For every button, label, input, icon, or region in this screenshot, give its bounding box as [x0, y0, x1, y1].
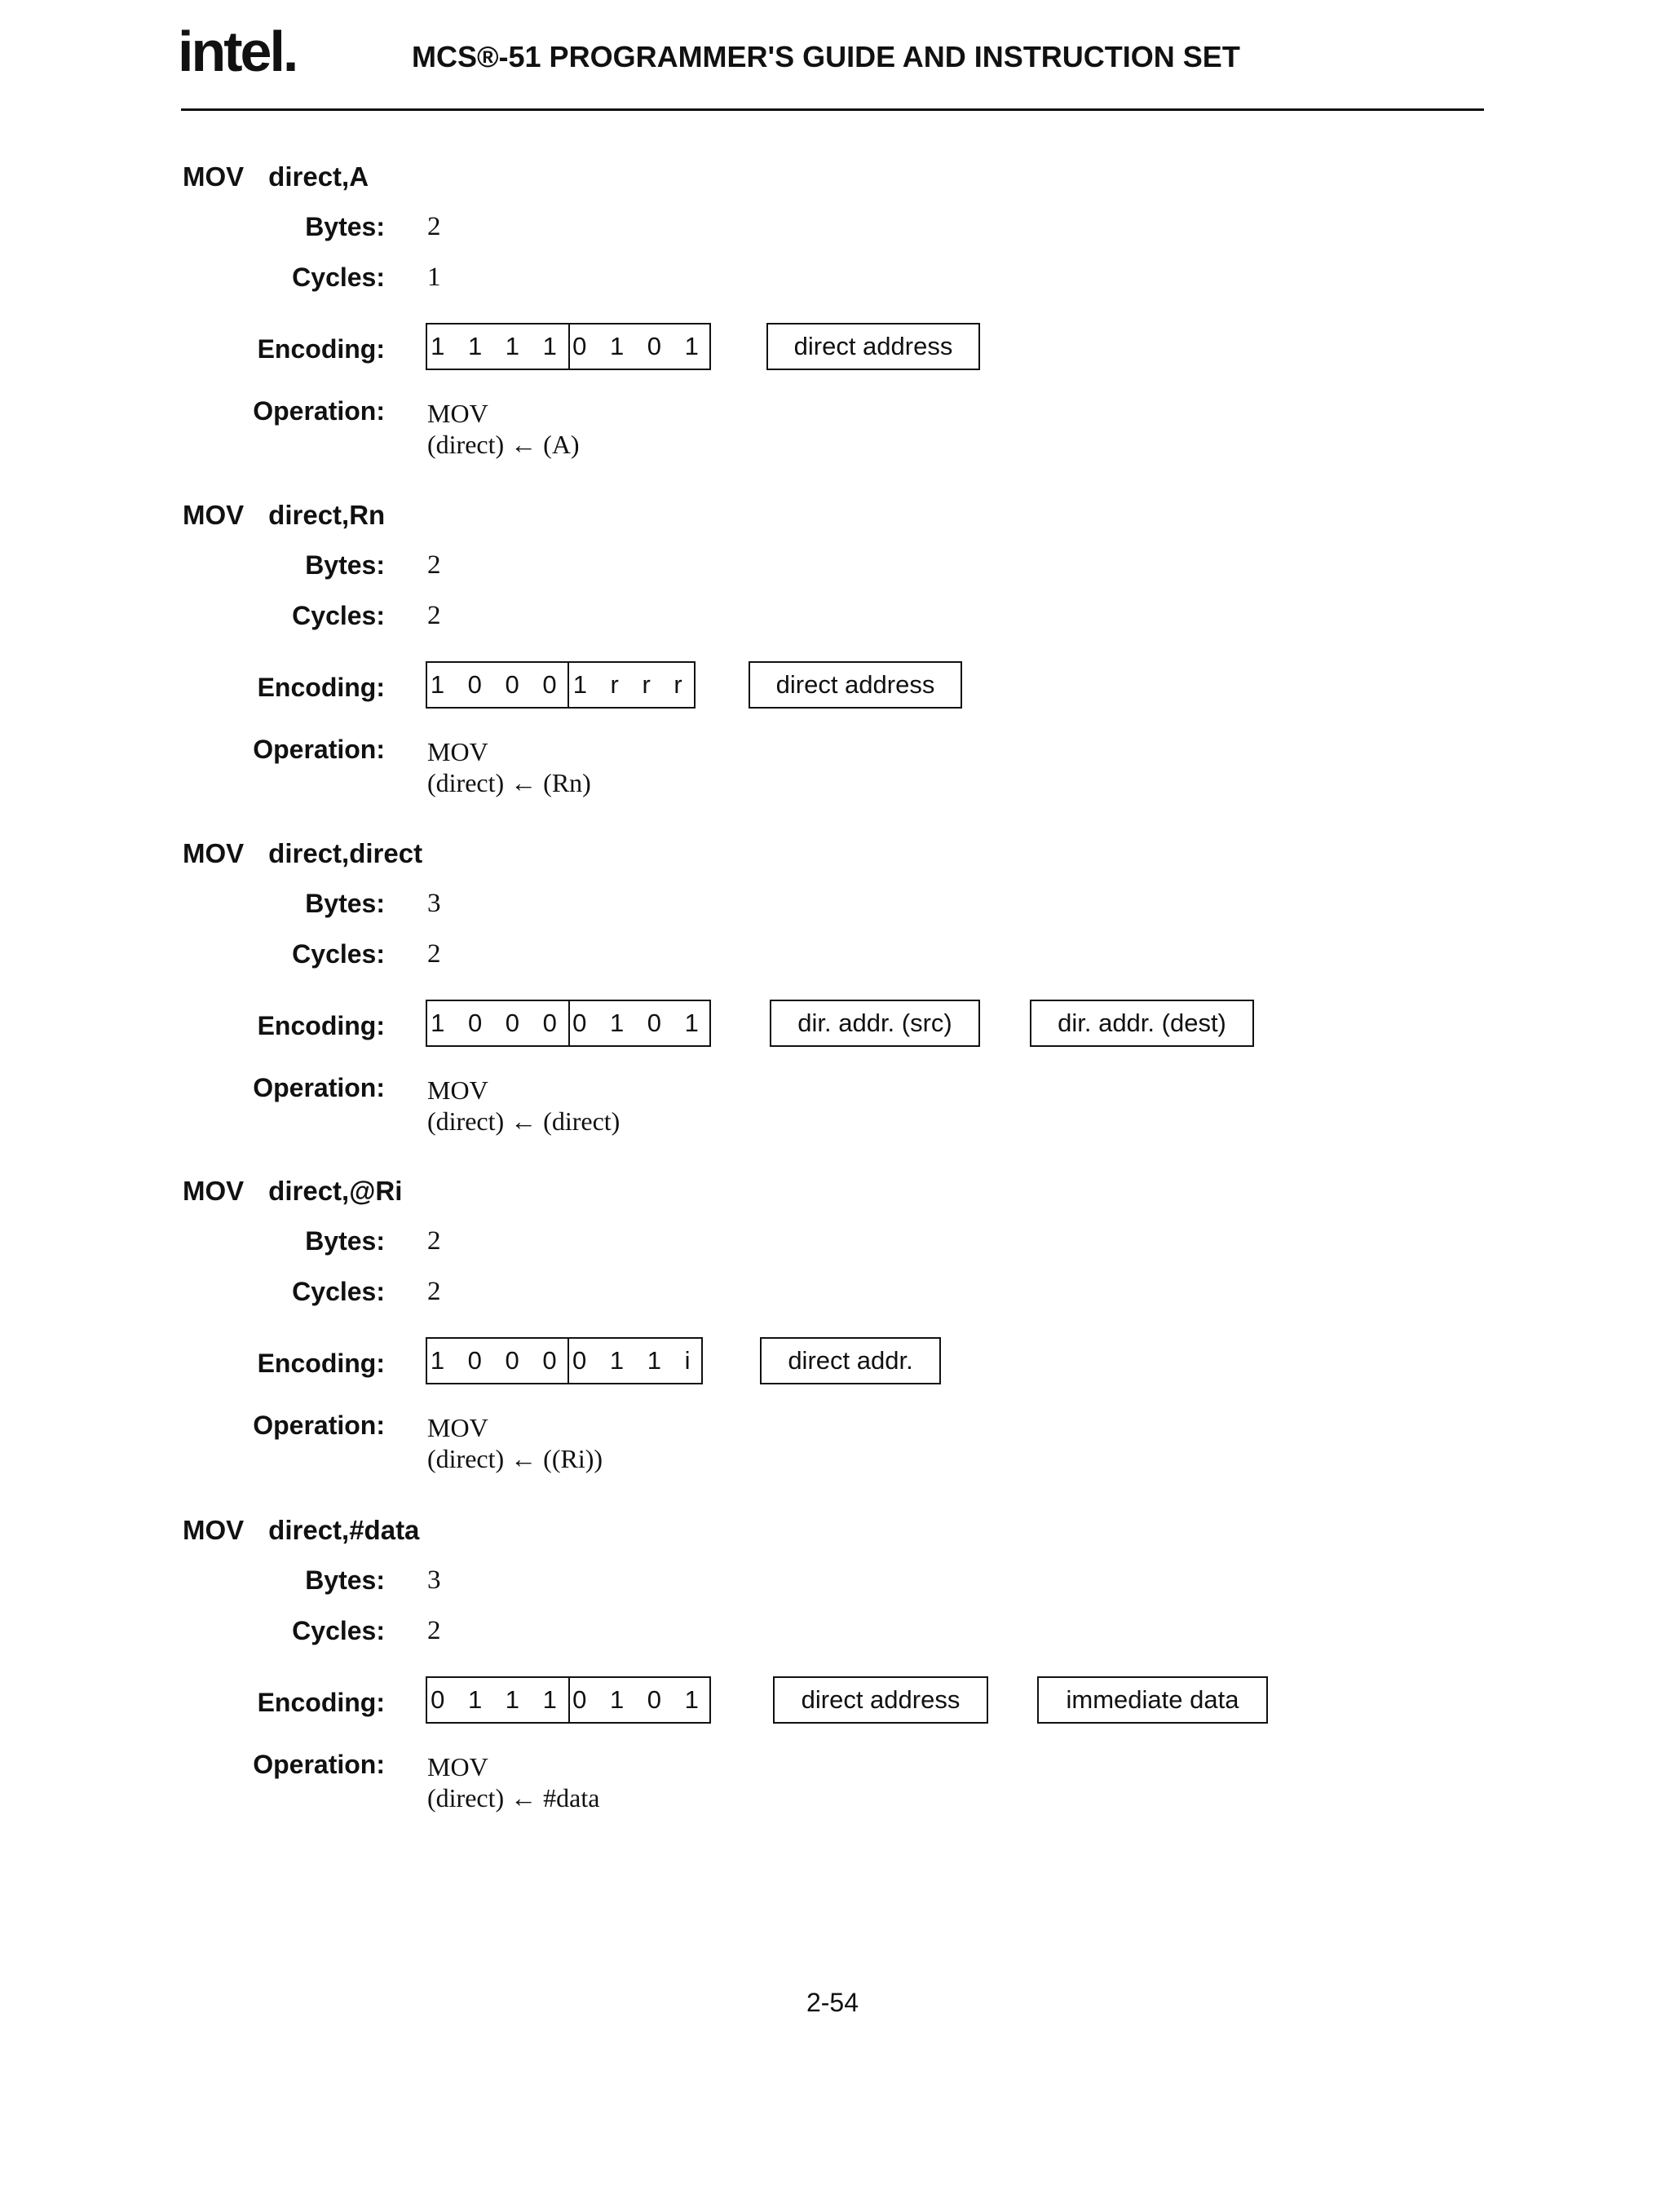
- encoding-field-box: direct address: [766, 323, 980, 370]
- bytes-label: Bytes:: [305, 1226, 385, 1256]
- cycles-label: Cycles:: [292, 1277, 385, 1306]
- operands: direct,@Ri: [268, 1176, 403, 1206]
- instruction-heading: [183, 501, 385, 528]
- bytes-value: 3: [427, 1565, 441, 1595]
- operands: direct,direct: [268, 838, 423, 868]
- operation-block: [427, 736, 591, 798]
- operation-block: [427, 1412, 603, 1474]
- instruction-heading: [183, 1177, 402, 1204]
- encoding-field-box: direct addr.: [760, 1337, 941, 1384]
- operation-line: MOV: [427, 1752, 488, 1782]
- mnemonic: MOV: [183, 1176, 245, 1206]
- operation-line: (direct) ← #data: [427, 1783, 600, 1812]
- bytes-label: Bytes:: [305, 212, 385, 241]
- operands: direct,#data: [268, 1515, 420, 1545]
- opcode-high-nibble: 0 1 1 1: [431, 1685, 565, 1714]
- cycles-label: Cycles:: [292, 1616, 385, 1645]
- opcode-low-nibble: 1 r r r: [568, 663, 694, 707]
- cycles-label: Cycles:: [292, 601, 385, 630]
- instruction-heading: [183, 840, 422, 867]
- operation-label: Operation:: [253, 735, 385, 764]
- encoding-field-box: immediate data: [1037, 1676, 1268, 1724]
- cycles-value: 2: [427, 1277, 441, 1306]
- instruction-mov-direct-rn: [0, 501, 1665, 828]
- operation-block: [427, 398, 580, 460]
- operands: direct,Rn: [268, 500, 386, 530]
- header-divider: [181, 108, 1484, 111]
- instruction-mov-direct-immediate: [0, 1517, 1665, 1843]
- instruction-mov-direct-at-ri: [0, 1177, 1665, 1503]
- operation-line: (direct) ← ((Ri)): [427, 1444, 603, 1473]
- page-number: 2-54: [806, 1988, 859, 2017]
- mnemonic: MOV: [183, 161, 245, 192]
- operation-line: (direct) ← (direct): [427, 1106, 621, 1136]
- bytes-value: 3: [427, 889, 441, 918]
- cycles-label: Cycles:: [292, 263, 385, 292]
- cycles-value: 1: [427, 263, 441, 292]
- opcode-low-nibble: 0 1 0 1: [568, 1678, 709, 1722]
- encoding-label: Encoding:: [257, 1688, 385, 1717]
- encoding-field-box: dir. addr. (src): [770, 1000, 980, 1047]
- operation-line: MOV: [427, 737, 488, 766]
- operation-label: Operation:: [253, 1411, 385, 1440]
- encoding-label: Encoding:: [257, 334, 385, 364]
- mnemonic: MOV: [183, 838, 245, 868]
- operation-label: Operation:: [253, 1750, 385, 1779]
- encoding-field-box: dir. addr. (dest): [1030, 1000, 1254, 1047]
- operation-block: [427, 1751, 599, 1813]
- cycles-value: 2: [427, 1616, 441, 1645]
- bytes-label: Bytes:: [305, 889, 385, 918]
- opcode-low-nibble: 0 1 1 i: [568, 1339, 701, 1383]
- bytes-label: Bytes:: [305, 550, 385, 580]
- opcode-low-nibble: 0 1 0 1: [568, 1001, 709, 1045]
- operation-label: Operation:: [253, 396, 385, 426]
- instruction-mov-direct-a: [0, 163, 1665, 489]
- opcode-high-nibble: 1 1 1 1: [431, 332, 565, 360]
- operation-block: [427, 1075, 620, 1137]
- opcode-high-nibble: 1 0 0 0: [431, 1009, 565, 1037]
- operation-line: MOV: [427, 1075, 488, 1105]
- bytes-label: Bytes:: [305, 1565, 385, 1595]
- instruction-heading: [183, 1517, 419, 1543]
- cycles-value: 2: [427, 939, 441, 969]
- operation-line: MOV: [427, 1413, 488, 1442]
- cycles-value: 2: [427, 601, 441, 630]
- encoding-label: Encoding:: [257, 1349, 385, 1378]
- operation-line: (direct) ← (A): [427, 430, 580, 459]
- opcode-box: [426, 661, 696, 709]
- encoding-label: Encoding:: [257, 1011, 385, 1040]
- operation-line: MOV: [427, 399, 488, 428]
- bytes-value: 2: [427, 1226, 441, 1256]
- operands: direct,A: [268, 161, 369, 192]
- mnemonic: MOV: [183, 1515, 245, 1545]
- opcode-box: [426, 1337, 703, 1384]
- opcode-high-nibble: 1 0 0 0: [430, 1346, 565, 1375]
- encoding-label: Encoding:: [257, 673, 385, 702]
- opcode-box: [426, 1000, 711, 1047]
- bytes-value: 2: [427, 212, 441, 241]
- page-title: MCS®-51 PROGRAMMER'S GUIDE AND INSTRUCTION SET: [412, 40, 1240, 73]
- intel-logo: intel.: [178, 20, 297, 83]
- cycles-label: Cycles:: [292, 939, 385, 969]
- opcode-high-nibble: 1 0 0 0: [430, 670, 565, 699]
- instruction-heading: [183, 163, 369, 190]
- operation-label: Operation:: [253, 1073, 385, 1102]
- instruction-mov-direct-direct: [0, 840, 1665, 1166]
- operation-line: (direct) ← (Rn): [427, 768, 591, 797]
- opcode-low-nibble: 0 1 0 1: [568, 325, 709, 369]
- opcode-box: [426, 1676, 711, 1724]
- opcode-box: [426, 323, 711, 370]
- bytes-value: 2: [427, 550, 441, 580]
- mnemonic: MOV: [183, 500, 245, 530]
- encoding-field-box: direct address: [749, 661, 962, 709]
- encoding-field-box: direct address: [773, 1676, 988, 1724]
